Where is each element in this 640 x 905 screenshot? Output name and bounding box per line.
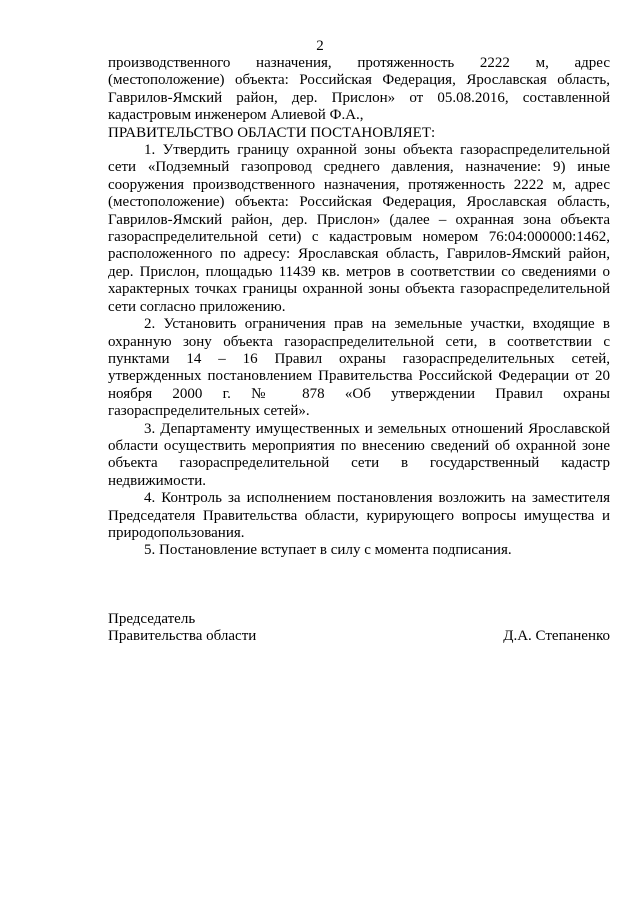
resolution-heading: ПРАВИТЕЛЬСТВО ОБЛАСТИ ПОСТАНОВЛЯЕТ: xyxy=(108,124,436,141)
clause-4: 4. Контроль за исполнением постановления возложить на заместителя Председателя Правительства области, курирующего вопросы имущества и природопользования. xyxy=(108,490,610,541)
signatory-name: Д.А. Степаненко xyxy=(503,628,610,644)
signature-title-line2: Правительства области xyxy=(108,628,257,644)
clause-3: 3. Департаменту имущественных и земельных отношений Ярославской области осуществить мероприятия по внесению сведений об охранной зоне объекта газораспределительной сети в государственный кадастр недвижимости. xyxy=(108,420,610,489)
clause-5: 5. Постановление вступает в силу с момента подписания. xyxy=(144,542,512,559)
signature-title-line1: Председатель xyxy=(108,611,196,627)
intro-paragraph: производственного назначения, протяженность 2222 м, адрес (местоположение) объекта: Российская Федерация, Ярославская область, Гаврилов-Ямский район, дер. Прислон» от 05.08.2016, составленной кадастровым инженером Алиевой Ф.А., xyxy=(108,55,610,124)
signature-block xyxy=(108,628,610,645)
page-number: 2 xyxy=(316,38,324,54)
clause-1: 1. Утвердить границу охранной зоны объекта газораспределительной сети «Подземный газопровод среднего давления, назначение: 9) иные сооружения производственного назначения, протяженность 2222 м, адрес (местоположение) объекта: Российская Федерация, Ярославская область, Гаврилов-Ямский район, дер. Прислон» (далее – охранная зона объекта газораспределительной сети) с кадастровым номером 76:04:000000:1462, расположенного по адресу: Ярославская область, Гаврилов-Ямский район, дер. Прислон, площадью 11439 кв. метров в соответствии со сведениями о характерных точках границы охранной зоны объекта газораспределительной сети согласно приложению. xyxy=(108,142,610,315)
document-body xyxy=(108,55,610,560)
clause-2: 2. Установить ограничения прав на земельные участки, входящие в охранную зону объекта газораспределительной сети, в соответствии с пунктами 14 – 16 Правил охраны газораспределительных сетей, утвержденных постановлением Правительства Российской Федерации от 20 ноября 2000 г. № 878 «Об утверждении Правил охраны газораспределительных сетей». xyxy=(108,316,610,420)
